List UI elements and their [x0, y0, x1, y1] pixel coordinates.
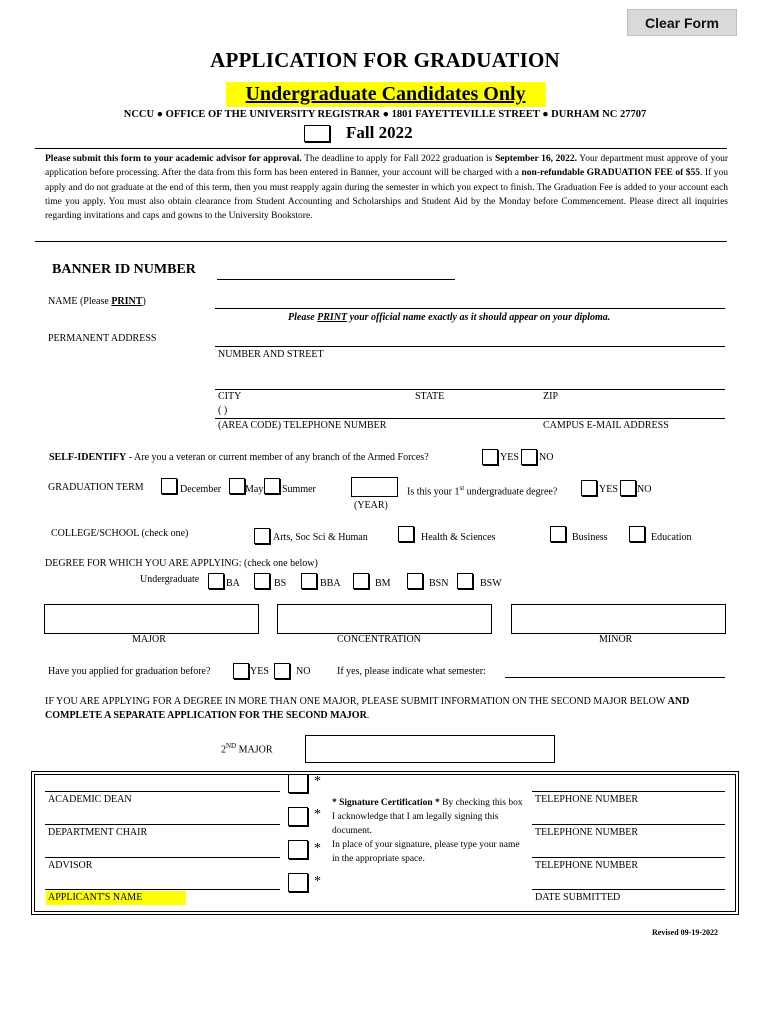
bm-checkbox[interactable]: [353, 573, 369, 589]
name-label-prefix: NAME (Please: [48, 296, 112, 307]
intro-text-2: The deadline to apply for Fall 2022 graduation is: [301, 154, 495, 164]
chair-cert-checkbox[interactable]: [288, 807, 308, 826]
first-degree-no-checkbox[interactable]: [620, 480, 636, 496]
veteran-no-checkbox[interactable]: [521, 449, 537, 465]
dean-asterisk: *: [314, 774, 321, 789]
second-major-label-pre: 2: [221, 744, 226, 756]
may-label: May: [245, 484, 264, 495]
banner-id-input[interactable]: [217, 279, 455, 280]
second-major-input[interactable]: [305, 735, 555, 763]
veteran-yes-label: YES: [500, 452, 519, 463]
intro-text-6: . If you apply and do not graduate at the end of this term, then you must reapply again during the semester in which you expect to finish. The Graduation Fee is added to your account each time you apply. You must also obtain clearance from Student Accounting and Scholarships and Student Aid by the Monday before Commencement. Please direct all inquiries regarding invitations and caps and gowns to the University Bookstore.: [45, 168, 728, 222]
chair-label: DEPARTMENT CHAIR: [48, 827, 148, 838]
year-label: (YEAR): [354, 500, 388, 511]
city-state-zip-input[interactable]: [215, 389, 725, 390]
second-major-label-post: MAJOR: [236, 744, 273, 756]
date-submitted-label: DATE SUBMITTED: [535, 892, 621, 903]
dean-cert-checkbox[interactable]: [288, 774, 308, 793]
applicant-signature-input[interactable]: [45, 889, 280, 890]
chair-phone-label: TELEPHONE NUMBER: [535, 827, 639, 838]
bm-label: BM: [375, 578, 391, 589]
second-major-label-sup: ND: [226, 742, 237, 750]
semester-question: If yes, please indicate what semester:: [337, 666, 486, 677]
first-degree-yes-checkbox[interactable]: [581, 480, 597, 496]
phone-label: (AREA CODE) TELEPHONE NUMBER: [218, 420, 387, 431]
name-label: [48, 296, 146, 307]
name-input[interactable]: [215, 308, 725, 309]
minor-label: MINOR: [599, 634, 633, 645]
name-note-print: PRINT: [317, 312, 348, 323]
intro-deadline: September 16, 2022.: [494, 154, 578, 164]
applicant-cert-checkbox[interactable]: [288, 873, 308, 892]
area-code-paren: ( ): [218, 405, 228, 416]
bsw-checkbox[interactable]: [457, 573, 473, 589]
applicant-label: APPLICANT'S NAME: [46, 891, 186, 905]
self-identify-question: [49, 452, 429, 463]
clear-form-button[interactable]: Clear Form: [627, 9, 737, 36]
major-label: MAJOR: [132, 634, 166, 645]
intro-fee: non-refundable GRADUATION FEE of $55: [521, 168, 701, 179]
form-title: APPLICATION FOR GRADUATION: [210, 48, 560, 72]
bba-checkbox[interactable]: [301, 573, 317, 589]
header-divider: [35, 148, 727, 149]
advisor-label: ADVISOR: [48, 860, 93, 871]
name-note-prefix: Please: [288, 312, 318, 323]
applied-no-checkbox[interactable]: [274, 663, 290, 679]
phone-email-input[interactable]: [215, 418, 725, 419]
cert-text-2: In place of your signature, please type your name in the appropriate space.: [332, 840, 520, 864]
name-note-suffix: your official name exactly as it should appear on your diploma.: [347, 312, 611, 323]
advisor-phone-input[interactable]: [532, 857, 725, 858]
applied-yes-checkbox[interactable]: [233, 663, 249, 679]
intro-text-4: Your department must approve of your application before processing. After the data from this form has been entered in Banner, your account will be charged with a: [45, 154, 729, 179]
business-checkbox[interactable]: [550, 526, 566, 542]
december-checkbox[interactable]: [161, 478, 177, 494]
summer-checkbox[interactable]: [264, 478, 280, 494]
signature-certification: [332, 796, 525, 866]
advisor-asterisk: *: [314, 841, 321, 856]
education-label: Education: [651, 532, 692, 543]
ba-label: BA: [226, 578, 240, 589]
education-checkbox[interactable]: [629, 526, 645, 542]
applicant-asterisk: *: [314, 874, 321, 889]
second-major-notice-bold: AND COMPLETE A SEPARATE APPLICATION FOR THE SECOND MAJOR: [45, 696, 690, 721]
second-major-label: [221, 742, 273, 755]
name-label-print: PRINT: [111, 296, 143, 307]
street-input[interactable]: [215, 346, 725, 347]
date-submitted-input[interactable]: [532, 889, 725, 890]
applied-no-label: NO: [296, 666, 311, 677]
second-major-notice: [45, 695, 730, 723]
degree-label: DEGREE FOR WHICH YOU ARE APPLYING: (check one below): [45, 558, 318, 569]
term-label: Fall 2022: [346, 123, 413, 142]
zip-label: ZIP: [543, 391, 558, 402]
year-input[interactable]: [351, 477, 398, 497]
bs-checkbox[interactable]: [254, 573, 270, 589]
december-label: December: [180, 484, 222, 495]
name-note: [288, 312, 610, 323]
banner-id-label: BANNER ID NUMBER: [52, 262, 196, 277]
self-identify-text: - Are you a veteran or current member of any branch of the Armed Forces?: [126, 452, 429, 463]
first-degree-question: [407, 484, 557, 497]
name-label-suffix: ): [142, 296, 146, 307]
veteran-no-label: NO: [539, 452, 554, 463]
chair-asterisk: *: [314, 807, 321, 822]
applied-yes-label: YES: [250, 666, 269, 677]
dean-phone-label: TELEPHONE NUMBER: [535, 794, 639, 805]
first-degree-yes-label: YES: [599, 484, 618, 495]
advisor-phone-label: TELEPHONE NUMBER: [535, 860, 639, 871]
arts-checkbox[interactable]: [254, 528, 270, 544]
graduation-term-label: GRADUATION TERM: [48, 482, 144, 493]
first-degree-no-label: NO: [637, 484, 652, 495]
chair-phone-input[interactable]: [532, 824, 725, 825]
undergraduate-label: Undergraduate: [140, 574, 200, 585]
second-major-notice-end: .: [366, 710, 370, 721]
college-label: COLLEGE/SCHOOL (check one): [51, 528, 189, 539]
applied-before-question: Have you applied for graduation before?: [48, 666, 211, 677]
minor-input[interactable]: [511, 604, 726, 634]
cert-text: By checking this box I acknowledge that I am legally signing this document.: [332, 798, 523, 836]
semester-input[interactable]: [505, 677, 725, 678]
bsw-label: BSW: [480, 578, 502, 589]
intro-bold-1: Please submit this form to your academic advisor for approval.: [45, 154, 302, 164]
bsn-checkbox[interactable]: [407, 573, 423, 589]
first-degree-post: undergraduate degree?: [464, 486, 558, 498]
may-checkbox[interactable]: [229, 478, 245, 494]
advisor-signature-input[interactable]: [45, 857, 280, 858]
arts-label: Arts, Soc Sci & Human: [273, 532, 368, 543]
intro-paragraph: [45, 152, 728, 223]
permanent-address-label: PERMANENT ADDRESS: [48, 333, 157, 344]
major-input[interactable]: [44, 604, 259, 634]
term-checkbox[interactable]: [304, 125, 330, 142]
cert-bold: * Signature Certification *: [332, 798, 440, 808]
state-label: STATE: [415, 391, 445, 402]
dean-phone-input[interactable]: [532, 791, 725, 792]
number-street-label: NUMBER AND STREET: [218, 349, 324, 360]
ba-checkbox[interactable]: [208, 573, 224, 589]
second-major-notice-text: IF YOU ARE APPLYING FOR A DEGREE IN MORE THAN ONE MAJOR, PLEASE SUBMIT INFORMATION ON THE SECOND MAJOR BELOW: [45, 696, 668, 707]
email-label: CAMPUS E-MAIL ADDRESS: [543, 420, 669, 431]
chair-signature-input[interactable]: [45, 824, 280, 825]
first-degree-pre: Is this your 1: [407, 486, 460, 498]
summer-label: Summer: [282, 484, 316, 495]
office-address: NCCU ● OFFICE OF THE UNIVERSITY REGISTRAR ● 1801 FAYETTEVILLE STREET ● DURHAM NC 27707: [123, 109, 647, 120]
dean-signature-input[interactable]: [45, 791, 280, 792]
first-degree-sup: st: [459, 484, 465, 492]
health-label: Health & Sciences: [421, 532, 496, 543]
bsn-label: BSN: [429, 578, 449, 589]
advisor-cert-checkbox[interactable]: [288, 840, 308, 859]
veteran-yes-checkbox[interactable]: [482, 449, 498, 465]
dean-label: ACADEMIC DEAN: [48, 794, 132, 805]
health-checkbox[interactable]: [398, 526, 414, 542]
self-identify-bold: SELF-IDENTIFY: [49, 452, 127, 463]
bba-label: BBA: [320, 578, 341, 589]
concentration-input[interactable]: [277, 604, 492, 634]
city-label: CITY: [218, 391, 242, 402]
intro-divider: [35, 241, 727, 242]
form-subtitle: Undergraduate Candidates Only: [226, 82, 545, 107]
business-label: Business: [572, 532, 608, 543]
concentration-label: CONCENTRATION: [337, 634, 421, 645]
revised-date: Revised 09-19-2022: [652, 928, 718, 937]
bs-label: BS: [274, 578, 287, 589]
